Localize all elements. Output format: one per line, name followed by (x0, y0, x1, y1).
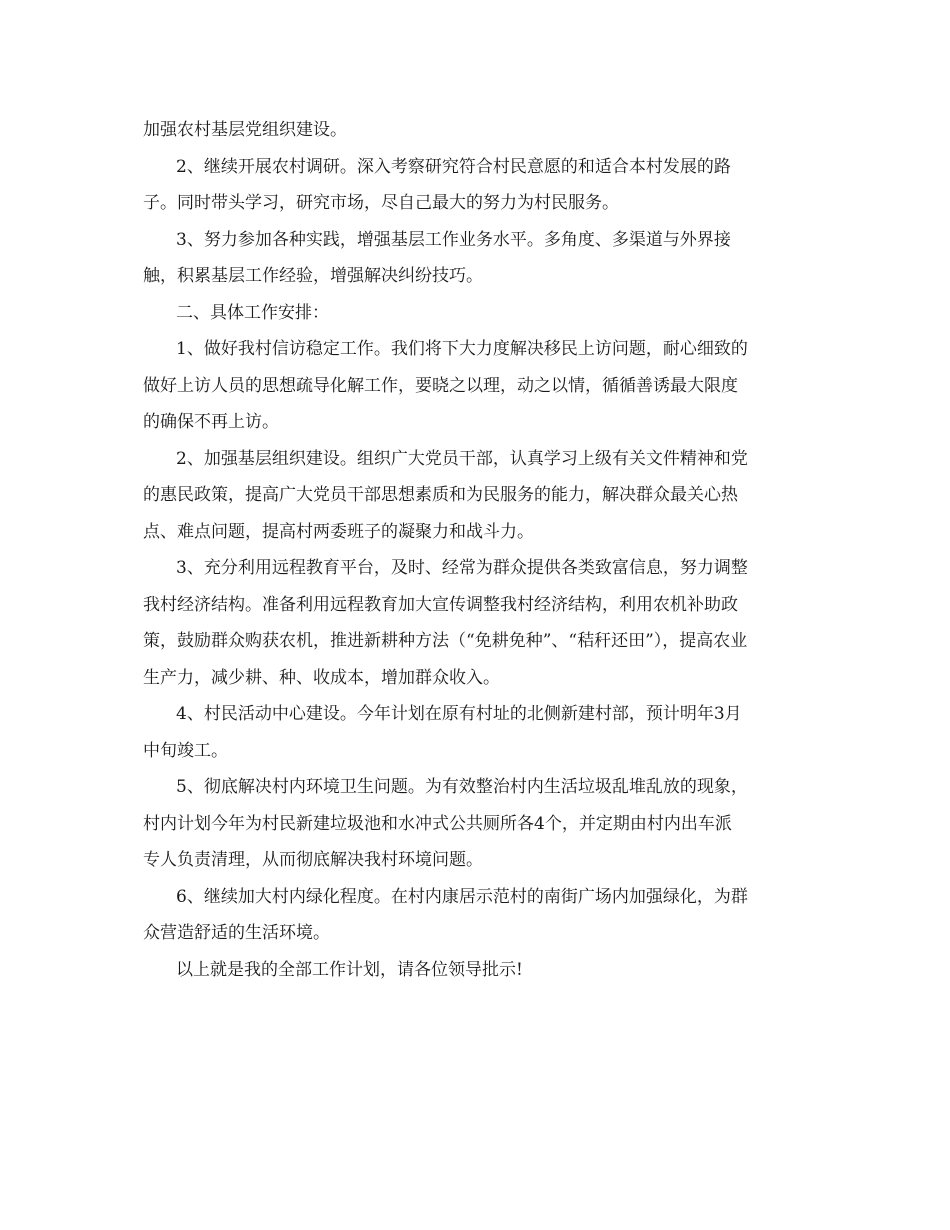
text-line: 我村经济结构。准备利用远程教育加大宣传调整我村经济结构，利用农机补助政 (143, 594, 738, 615)
text-line: 加强农村基层党组织建设。 (143, 120, 347, 140)
paragraph-practice (143, 222, 813, 295)
text-line: 村内计划今年为村民新建垃圾池和水冲式公共厕所各4个，并定期由村内出车派 (143, 813, 732, 834)
paragraph-closing (143, 952, 813, 989)
paragraph-activity-center (143, 696, 813, 769)
paragraph-petition-stability (143, 331, 813, 441)
text-line: 点、难点问题，提高村两委班子的凝聚力和战斗力。 (143, 521, 534, 542)
text-line: 二、具体工作安排： (176, 302, 329, 323)
paragraph-grassroots-organization (143, 441, 813, 551)
text-line: 6、继续加大村内绿化程度。在村内康居示范村的南街广场内加强绿化，为群 (176, 886, 748, 907)
text-line: 3、努力参加各种实践，增强基层工作业务水平。多角度、多渠道与外界接 (176, 229, 731, 250)
text-line: 的惠民政策，提高广大党员干部思想素质和为民服务的能力，解决群众最关心热 (143, 485, 738, 505)
text-line: 的确保不再上访。 (143, 412, 279, 432)
text-line: 4、村民活动中心建设。今年计划在原有村址的北侧新建村部，预计明年3月 (176, 704, 742, 724)
section-heading-work-arrangement (143, 295, 813, 332)
paragraph-rural-research (143, 149, 813, 222)
text-line: 触，积累基层工作经验，增强解决纠纷技巧。 (143, 266, 483, 286)
text-line: 5、彻底解决村内环境卫生问题。为有效整治村内生活垃圾乱堆乱放的现象， (176, 777, 748, 797)
text-line: 2、继续开展农村调研。深入考察研究符合村民意愿的和适合本村发展的路 (176, 156, 731, 177)
text-line: 以上就是我的全部工作计划，请各位领导批示! (176, 959, 523, 980)
paragraph-sanitation (143, 769, 813, 879)
text-line: 1、做好我村信访稳定工作。我们将下大力度解决移民上访问题，耐心细致的 (176, 339, 748, 359)
text-line: 中旬竣工。 (143, 740, 228, 761)
text-line: 做好上访人员的思想疏导化解工作，要晓之以理，动之以情，循循善诱最大限度 (143, 375, 738, 396)
text-line: 专人负责清理，从而彻底解决我村环境问题。 (143, 850, 483, 870)
text-line: 策，鼓励群众购获农机，推进新耕种方法（“免耕免种”、“秸秆还田”），提高农业 (143, 631, 748, 651)
text-line: 2、加强基层组织建设。组织广大党员干部，认真学习上级有关文件精神和党 (176, 448, 748, 469)
paragraph-remote-education (143, 550, 813, 696)
text-line: 众营造舒适的生活环境。 (143, 923, 330, 943)
text-line: 子。同时带头学习，研究市场，尽自己最大的努力为村民服务。 (143, 193, 619, 213)
paragraph-greening (143, 879, 813, 952)
text-line: 3、充分利用远程教育平台，及时、经常为群众提供各类致富信息，努力调整 (176, 558, 748, 578)
document-body (143, 112, 813, 988)
paragraph-continuation (143, 112, 813, 149)
text-line: 生产力，减少耕、种、收成本，增加群众收入。 (143, 667, 500, 688)
